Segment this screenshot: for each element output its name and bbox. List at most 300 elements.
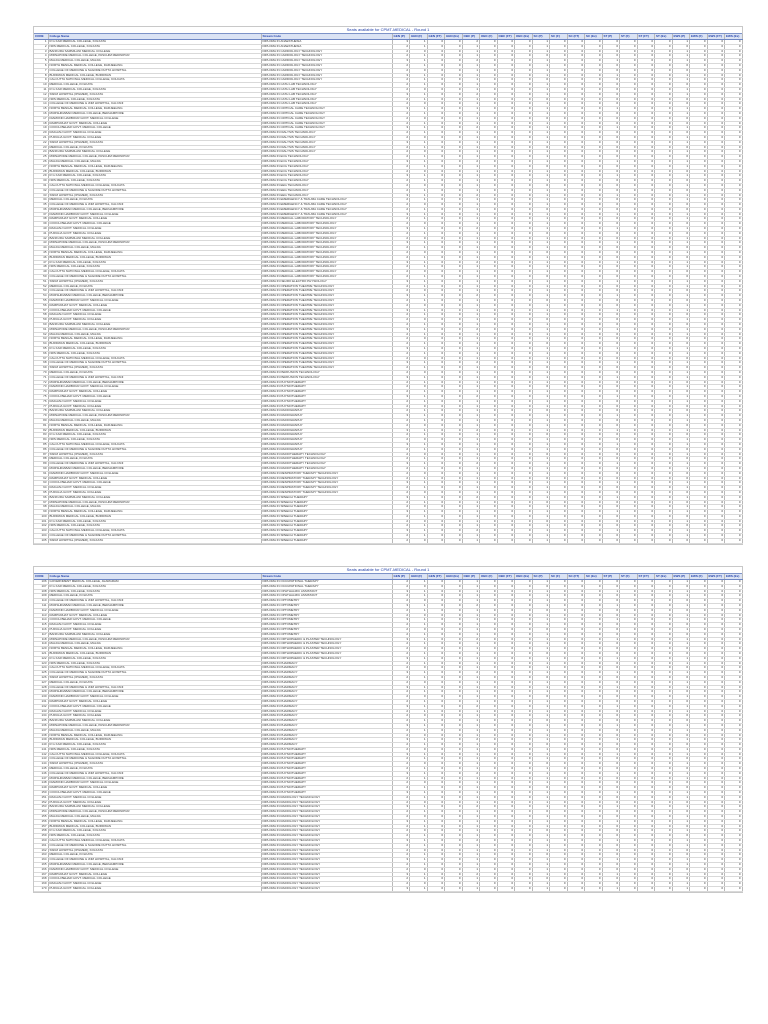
table-cell: 1	[672, 843, 690, 848]
table-cell: 0	[567, 390, 585, 395]
table-cell: 1	[410, 255, 428, 260]
table-cell: 0	[445, 203, 463, 208]
table-cell: DIPLOMA IN MEDICAL LABORATORY TECHNOLOGY	[261, 222, 392, 227]
table-cell: 0	[602, 651, 620, 656]
table-cell: 0	[585, 632, 603, 637]
table-cell: 0	[497, 863, 515, 868]
table-cell: 0	[655, 805, 673, 810]
table-cell: 0	[515, 719, 533, 724]
table-cell: DIPLOMA IN OPTOMETRY	[261, 599, 392, 604]
table-cell: 0	[550, 179, 568, 184]
table-cell: 0	[550, 279, 568, 284]
table-cell: 111	[34, 603, 48, 608]
table-cell: 1	[410, 872, 428, 877]
table-cell: 0	[550, 490, 568, 495]
table-cell: 0	[497, 351, 515, 356]
table-cell: 0	[515, 815, 533, 820]
table-cell: 0	[515, 452, 533, 457]
table-cell: 0	[445, 351, 463, 356]
table-cell: 0	[480, 217, 498, 222]
table-cell: 2	[392, 623, 410, 628]
table-cell: 0	[445, 73, 463, 78]
table-cell: 0	[655, 116, 673, 121]
table-cell: 1	[532, 666, 550, 671]
table-cell: 0	[515, 800, 533, 805]
table-cell: 0	[690, 231, 708, 236]
table-cell: 0	[550, 270, 568, 275]
table-cell: 0	[585, 49, 603, 54]
table-cell: 0	[637, 580, 655, 585]
table-cell: 3	[392, 442, 410, 447]
table-cell: 1	[672, 872, 690, 877]
table-cell: 0	[620, 781, 638, 786]
table-cell: 1	[672, 227, 690, 232]
table-cell: 0	[445, 685, 463, 690]
table-cell: 1	[462, 49, 480, 54]
table-cell: 0	[620, 385, 638, 390]
table-cell: DIPLOMA IN OPERATION THEATRE TECHNOLOGY	[261, 284, 392, 289]
table-cell: 0	[620, 375, 638, 380]
table-cell: 1	[410, 752, 428, 757]
table-cell: BURDWAN MEDICAL COLLEGE, BURDWAN	[48, 255, 261, 260]
table-cell: BANKURA SAMMILANI MEDICAL COLLEGE	[48, 632, 261, 637]
table-cell: PURULIA GOVT. MEDICAL COLLEGE	[48, 318, 261, 323]
table-cell: 0	[427, 791, 445, 796]
table-cell: 0	[427, 457, 445, 462]
table-cell: 0	[620, 44, 638, 49]
table-cell: 0	[567, 709, 585, 714]
table-cell: 0	[567, 265, 585, 270]
table-cell: 0	[480, 414, 498, 419]
table-cell: 0	[637, 145, 655, 150]
table-cell: 0	[637, 695, 655, 700]
table-cell: 1	[462, 510, 480, 515]
table-cell: 0	[427, 800, 445, 805]
table-cell: 0	[725, 680, 743, 685]
table-cell: DIPLOMA IN RADIOLOGY TECHNOLOGY	[261, 800, 392, 805]
table-cell: 0	[725, 618, 743, 623]
table-cell: 0	[550, 236, 568, 241]
table-cell: 0	[532, 299, 550, 304]
table-cell: 0	[445, 695, 463, 700]
table-cell: 0	[497, 666, 515, 671]
table-cell: PURULIA GOVT. MEDICAL COLLEGE	[48, 714, 261, 719]
table-cell: 0	[410, 538, 428, 543]
table-cell: 0	[515, 603, 533, 608]
table-cell: 2	[392, 490, 410, 495]
table-cell: 1	[532, 135, 550, 140]
table-cell: 0	[690, 140, 708, 145]
table-cell: 0	[655, 476, 673, 481]
table-cell: 0	[637, 68, 655, 73]
table-cell: 0	[690, 169, 708, 174]
table-cell: 1	[410, 347, 428, 352]
table-cell: MALDA MEDICAL COLLEGE, MALDA	[48, 159, 261, 164]
table-cell: 0	[550, 337, 568, 342]
table-cell: 0	[655, 63, 673, 68]
table-cell: 0	[497, 193, 515, 198]
table-cell: 0	[427, 246, 445, 251]
table-cell: 0	[672, 675, 690, 680]
table-body	[34, 580, 742, 892]
table-cell: 0	[690, 490, 708, 495]
table-cell: 0	[655, 867, 673, 872]
table-cell: 0	[655, 227, 673, 232]
table-cell: 55	[34, 299, 48, 304]
table-cell: 0	[637, 169, 655, 174]
table-cell: COLLEGE OF MEDICINE & SAGORE DUTTA HOSPITAL	[48, 534, 261, 539]
table-cell: 1	[672, 414, 690, 419]
table-cell: 150	[34, 791, 48, 796]
table-cell: 1	[462, 179, 480, 184]
table-cell: 0	[515, 481, 533, 486]
table-cell: 0	[585, 776, 603, 781]
table-cell: 0	[725, 107, 743, 112]
table-cell: 0	[707, 169, 725, 174]
table-cell: 0	[725, 183, 743, 188]
table-cell: 0	[672, 781, 690, 786]
table-cell: 0	[690, 781, 708, 786]
table-cell: 0	[655, 834, 673, 839]
table-cell: 1	[532, 255, 550, 260]
table-cell: 0	[655, 255, 673, 260]
table-cell: 0	[585, 786, 603, 791]
table-cell: 0	[690, 882, 708, 887]
table-cell: 0	[585, 613, 603, 618]
table-cell: 1	[410, 375, 428, 380]
table-cell: 1	[532, 819, 550, 824]
table-cell: 0	[550, 428, 568, 433]
table-cell: 8	[34, 73, 48, 78]
table-cell: 0	[427, 428, 445, 433]
column-header: College Name	[48, 34, 261, 40]
table-cell: 1	[532, 728, 550, 733]
table-cell: 0	[655, 193, 673, 198]
table-cell: 0	[427, 627, 445, 632]
table-cell: COLLEGE OF MEDICINE & SAGORE DUTTA HOSPITAL	[48, 843, 261, 848]
table-cell: MIDNAPORE MEDICAL COLLEGE, PASCHIM MEDINIPUR	[48, 155, 261, 160]
table-cell: 0	[725, 637, 743, 642]
table-cell: 0	[497, 771, 515, 776]
table-cell: 0	[655, 795, 673, 800]
table-cell: 0	[585, 623, 603, 628]
table-cell: 1	[410, 824, 428, 829]
table-cell: 133	[34, 709, 48, 714]
table-cell: DIPLOMA IN CATH LAB TECHNOLOGY	[261, 87, 392, 92]
table-cell: 0	[410, 203, 428, 208]
table-cell: 0	[532, 164, 550, 169]
table-cell: 2	[392, 524, 410, 529]
table-cell: 2	[392, 709, 410, 714]
table-cell: 2	[462, 704, 480, 709]
table-cell: 0	[655, 887, 673, 892]
table-cell: 0	[655, 481, 673, 486]
table-cell: CALCUTTA NATIONAL MEDICAL COLLEGE, KOLKATA	[48, 183, 261, 188]
table-cell: 0	[655, 428, 673, 433]
table-cell: 0	[602, 466, 620, 471]
table-cell: 0	[515, 733, 533, 738]
table-cell: 3	[392, 637, 410, 642]
table-cell: 1	[532, 647, 550, 652]
table-cell: 0	[515, 510, 533, 515]
table-cell: 0	[480, 385, 498, 390]
table-cell: 0	[480, 723, 498, 728]
table-cell: 0	[427, 270, 445, 275]
table-cell: 0	[602, 795, 620, 800]
table-cell: 0	[585, 265, 603, 270]
table-cell: 2	[392, 380, 410, 385]
table-cell: 0	[445, 111, 463, 116]
table-cell: 0	[690, 642, 708, 647]
table-cell: 0	[672, 409, 690, 414]
table-cell: PURULIA GOVT. MEDICAL COLLEGE	[48, 135, 261, 140]
table-cell: DIPLOMA IN OPTOMETRY	[261, 603, 392, 608]
table-cell: 0	[567, 351, 585, 356]
table-cell: 0	[655, 126, 673, 131]
table-cell: 37	[34, 212, 48, 217]
table-cell: 0	[550, 351, 568, 356]
table-cell: 0	[567, 414, 585, 419]
table-cell: 0	[725, 188, 743, 193]
table-cell: 97	[34, 500, 48, 505]
table-cell: 1	[672, 370, 690, 375]
table-cell: 0	[585, 514, 603, 519]
table-cell: 1	[672, 265, 690, 270]
table-cell: 2	[392, 270, 410, 275]
table-cell: 0	[480, 834, 498, 839]
table-cell: 0	[515, 332, 533, 337]
table-cell: 0	[567, 49, 585, 54]
table-cell: 0	[550, 92, 568, 97]
table-cell: 0	[427, 738, 445, 743]
table-cell: 0	[690, 308, 708, 313]
table-cell: 0	[445, 217, 463, 222]
table-cell: DIPLOMA IN RADIOLOGY TECHNOLOGY	[261, 839, 392, 844]
table-cell: 0	[690, 40, 708, 45]
table-cell: 1	[462, 834, 480, 839]
table-cell: 0	[672, 179, 690, 184]
table-cell: 1	[462, 858, 480, 863]
table-cell: 0	[620, 743, 638, 748]
table-cell: 0	[445, 781, 463, 786]
table-cell: 0	[550, 514, 568, 519]
table-cell: DIPLOMA IN RADIOLOGY TECHNOLOGY	[261, 877, 392, 882]
table-cell: 1	[672, 613, 690, 618]
table-cell: 95	[34, 490, 48, 495]
table-cell: 0	[707, 791, 725, 796]
table-cell: 0	[480, 303, 498, 308]
table-cell: BURDWAN MEDICAL COLLEGE, BURDWAN	[48, 738, 261, 743]
table-cell: 1	[532, 632, 550, 637]
table-cell: 0	[725, 323, 743, 328]
table-cell: COLLEGE OF MEDICINE & SAGORE DUTTA HOSPITAL	[48, 68, 261, 73]
table-cell: 0	[480, 771, 498, 776]
table-cell: 1	[462, 786, 480, 791]
table-cell: 0	[445, 270, 463, 275]
table-cell: 1	[672, 603, 690, 608]
table-cell: 0	[637, 289, 655, 294]
table-cell: 1	[672, 704, 690, 709]
table-cell: 3	[392, 361, 410, 366]
table-cell: 0	[690, 303, 708, 308]
table-cell: 0	[480, 73, 498, 78]
table-cell: 129	[34, 690, 48, 695]
table-cell: 0	[550, 476, 568, 481]
table-cell: 0	[497, 140, 515, 145]
table-cell: COLLEGE OF MEDICINE & JNM HOSPITAL, KALYANI	[48, 289, 261, 294]
table-cell: MURSHIDABAD MEDICAL COLLEGE, BERHAMPORE	[48, 603, 261, 608]
table-cell: MURSHIDABAD MEDICAL COLLEGE, BERHAMPORE	[48, 863, 261, 868]
table-cell: 1	[532, 685, 550, 690]
table-cell: 0	[725, 848, 743, 853]
table-cell: 0	[427, 747, 445, 752]
table-cell: 57	[34, 308, 48, 313]
table-cell: 0	[532, 651, 550, 656]
table-cell: 0	[480, 839, 498, 844]
table-cell: 1	[410, 819, 428, 824]
table-cell: 0	[497, 647, 515, 652]
table-cell: 0	[637, 198, 655, 203]
table-cell: 0	[515, 323, 533, 328]
table-cell: 1	[34, 40, 48, 45]
table-cell: MEDICAL COLLEGE, KOLKATA	[48, 198, 261, 203]
table-cell: 1	[462, 198, 480, 203]
table-cell: 0	[480, 699, 498, 704]
table-cell: 1	[462, 145, 480, 150]
table-cell: 0	[637, 476, 655, 481]
table-cell: 0	[690, 589, 708, 594]
table-cell: 0	[427, 505, 445, 510]
table-cell: 0	[690, 318, 708, 323]
table-cell: 0	[427, 414, 445, 419]
table-cell: 2	[462, 361, 480, 366]
table-cell: 0	[585, 308, 603, 313]
table-cell: 0	[707, 111, 725, 116]
table-cell: 0	[445, 728, 463, 733]
table-cell: DIPLOMA IN EEG TECHNOLOGY	[261, 188, 392, 193]
table-cell: 0	[567, 44, 585, 49]
table-cell: DIPLOMA IN CRITICAL CARE TECHNOLOGY	[261, 111, 392, 116]
table-cell: DIPLOMA IN MEDICAL LABORATORY TECHNOLOGY	[261, 231, 392, 236]
table-cell: 0	[497, 839, 515, 844]
table-cell: 0	[410, 289, 428, 294]
table-cell: 2	[392, 284, 410, 289]
table-cell: 0	[620, 92, 638, 97]
table-cell: 0	[550, 121, 568, 126]
table-row	[34, 887, 742, 892]
table-cell: 0	[725, 207, 743, 212]
table-cell: 0	[550, 457, 568, 462]
table-cell: 0	[620, 863, 638, 868]
table-cell: 0	[620, 236, 638, 241]
table-cell: DIPLOMA IN PHARMACY	[261, 728, 392, 733]
table-cell: 0	[427, 337, 445, 342]
table-cell: 0	[445, 179, 463, 184]
table-cell: 1	[410, 390, 428, 395]
table-cell: 0	[620, 207, 638, 212]
table-cell: 0	[620, 872, 638, 877]
table-cell: 1	[672, 728, 690, 733]
table-cell: 0	[567, 289, 585, 294]
table-cell: 0	[567, 599, 585, 604]
table-cell: 0	[725, 714, 743, 719]
table-cell: 0	[725, 241, 743, 246]
table-cell: 0	[707, 399, 725, 404]
table-cell: 0	[480, 279, 498, 284]
table-cell: 0	[672, 275, 690, 280]
table-cell: 20	[34, 131, 48, 136]
table-cell: DIAMOND HARBOUR GOVT. MEDICAL COLLEGE	[48, 299, 261, 304]
table-cell: 0	[445, 738, 463, 743]
table-cell: 0	[515, 227, 533, 232]
table-cell: 2	[392, 767, 410, 772]
table-cell: 1	[462, 776, 480, 781]
table-cell: 0	[637, 270, 655, 275]
table-cell: 0	[690, 661, 708, 666]
table-cell: 0	[550, 265, 568, 270]
table-cell: 0	[567, 255, 585, 260]
table-cell: 1	[672, 594, 690, 599]
table-cell: 90	[34, 466, 48, 471]
table-cell: 0	[637, 299, 655, 304]
table-cell: 0	[427, 481, 445, 486]
table-cell: 0	[427, 279, 445, 284]
table-cell: 2	[392, 423, 410, 428]
table-cell: 0	[602, 246, 620, 251]
table-cell: 0	[655, 73, 673, 78]
table-cell: 0	[620, 490, 638, 495]
table-cell: DIPLOMA IN CATH LAB TECHNOLOGY	[261, 97, 392, 102]
table-cell: 0	[655, 111, 673, 116]
table-cell: 1	[672, 863, 690, 868]
table-cell: 0	[445, 380, 463, 385]
table-cell: 0	[497, 385, 515, 390]
table-cell: 2	[392, 666, 410, 671]
table-cell: 0	[707, 131, 725, 136]
table-cell: 0	[725, 839, 743, 844]
table-cell: R G KAR MEDICAL COLLEGE, KOLKATA	[48, 829, 261, 834]
table-cell: 0	[445, 613, 463, 618]
table-cell: 0	[497, 59, 515, 64]
table-cell: 0	[480, 534, 498, 539]
table-cell: 0	[445, 44, 463, 49]
table-cell: 0	[427, 102, 445, 107]
table-cell: 0	[690, 438, 708, 443]
table-cell: 0	[445, 289, 463, 294]
table-cell: 0	[550, 327, 568, 332]
table-cell: 3	[392, 462, 410, 467]
table-cell: 3	[392, 294, 410, 299]
table-cell: 0	[637, 347, 655, 352]
table-cell: DIPLOMA IN RADIOGRAPHY	[261, 409, 392, 414]
table-cell: 0	[497, 68, 515, 73]
table-cell: 0	[427, 207, 445, 212]
table-cell: 0	[602, 433, 620, 438]
table-cell: 0	[637, 863, 655, 868]
table-cell: 0	[497, 260, 515, 265]
table-cell: 0	[725, 580, 743, 585]
table-cell: 0	[515, 92, 533, 97]
table-cell: 0	[707, 887, 725, 892]
table-cell: 0	[497, 183, 515, 188]
table-cell: 0	[445, 275, 463, 280]
table-cell: 0	[672, 743, 690, 748]
table-cell: 0	[567, 510, 585, 515]
table-cell: 0	[427, 231, 445, 236]
table-cell: 1	[532, 121, 550, 126]
table-cell: DIPLOMA IN PHYSIOTHERAPY	[261, 786, 392, 791]
column-header: CODE	[34, 34, 48, 40]
